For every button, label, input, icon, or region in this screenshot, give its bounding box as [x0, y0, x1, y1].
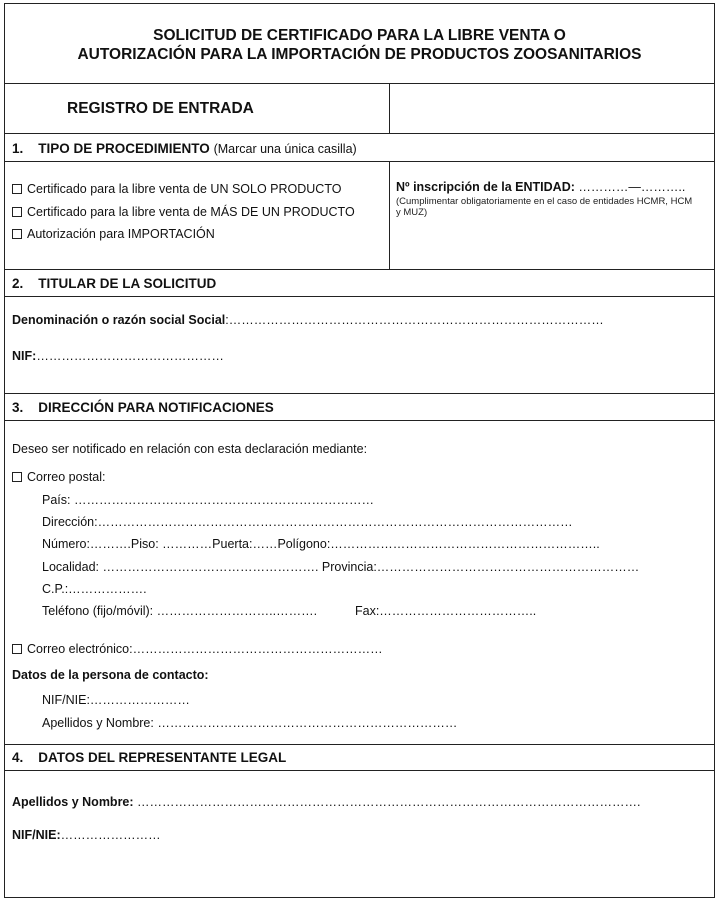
- section-2-header: [12, 276, 216, 291]
- denominacion-label: Denominación o razón social Social: [12, 313, 226, 327]
- nif-label: NIF:: [12, 349, 37, 363]
- section-number: 3.: [12, 400, 24, 415]
- nif-dots: ……………………: [60, 828, 161, 842]
- checkbox[interactable]: [12, 207, 22, 217]
- section-1-header: [12, 141, 357, 156]
- correo-postal-option[interactable]: [12, 470, 106, 484]
- divider: [5, 269, 714, 270]
- cp-field[interactable]: C.P.:……………….: [42, 582, 147, 596]
- checkbox[interactable]: [12, 644, 22, 654]
- divider: [389, 161, 390, 269]
- form-title-line1: SOLICITUD DE CERTIFICADO PARA LA LIBRE VENTA O: [153, 27, 566, 44]
- denominacion-dots: :………………………………………………………………………………: [225, 313, 604, 327]
- section-title: DIRECCIÓN PARA NOTIFICACIONES: [38, 400, 274, 415]
- apellidos-dots: ………………………………………………………………………………………………………….: [133, 795, 641, 809]
- divider: [5, 770, 714, 771]
- correo-postal-label: Correo postal:: [27, 470, 106, 484]
- entity-registration-field[interactable]: [396, 180, 685, 194]
- fax-field[interactable]: Fax:………………………………..: [355, 604, 537, 618]
- note-line: y MUZ): [396, 207, 428, 218]
- form-title: [5, 26, 714, 64]
- representante-nombre-field[interactable]: [12, 795, 641, 809]
- section-number: 2.: [12, 276, 24, 291]
- option-label: Certificado para la libre venta de UN SOLO PRODUCTO: [27, 182, 342, 196]
- checkbox[interactable]: [12, 472, 22, 482]
- divider: [5, 744, 714, 745]
- note-line: (Cumplimentar obligatoriamente en el caso de entidades HCMR, HCM: [396, 196, 693, 207]
- section-title: TIPO DE PROCEDIMIENTO: [38, 141, 210, 156]
- titular-nif-field[interactable]: [12, 349, 224, 363]
- option-multiple-products[interactable]: [12, 205, 355, 219]
- contacto-nombre-field[interactable]: Apellidos y Nombre: ………………………………………………………………: [42, 716, 458, 730]
- form-title-line2: AUTORIZACIÓN PARA LA IMPORTACIÓN DE PRODUCTOS ZOOSANITARIOS: [77, 46, 642, 63]
- section-3-header: [12, 400, 274, 415]
- entity-registration-note: [396, 196, 692, 218]
- direccion-field[interactable]: Dirección:……………………………………………………………………………………………………: [42, 515, 573, 529]
- registro-entrada-label: REGISTRO DE ENTRADA: [67, 100, 254, 117]
- telefono-field[interactable]: Teléfono (fijo/móvil): ………………………..……….: [42, 604, 318, 618]
- entity-registration-dots: …………—………..: [574, 180, 686, 194]
- checkbox[interactable]: [12, 184, 22, 194]
- apellidos-label: Apellidos y Nombre:: [12, 795, 134, 809]
- correo-electronico-option[interactable]: [12, 642, 383, 656]
- numero-field[interactable]: Número:……….Piso: …………Puerta:……Polígono:………………………………………………………..: [42, 537, 600, 551]
- pais-field[interactable]: País: ………………………………………………………………: [42, 493, 374, 507]
- representante-nif-field[interactable]: [12, 828, 161, 842]
- section-number: 1.: [12, 141, 24, 156]
- divider: [5, 393, 714, 394]
- localidad-field[interactable]: Localidad: ……………………………………………. Provincia:………………………………………………………: [42, 560, 640, 574]
- entity-registration-label: Nº inscripción de la ENTIDAD:: [396, 180, 575, 194]
- notification-intro: Deseo ser notificado en relación con esta declaración mediante:: [12, 442, 368, 456]
- registro-entrada-box[interactable]: [390, 84, 714, 133]
- section-title: DATOS DEL REPRESENTANTE LEGAL: [38, 750, 287, 765]
- divider: [5, 161, 714, 162]
- application-form: [4, 3, 715, 898]
- contacto-title: Datos de la persona de contacto:: [12, 668, 209, 682]
- denominacion-field[interactable]: [12, 313, 604, 327]
- contacto-nif-field[interactable]: NIF/NIE:……………………: [42, 693, 190, 707]
- option-import[interactable]: [12, 227, 215, 241]
- divider: [5, 420, 714, 421]
- section-title: TITULAR DE LA SOLICITUD: [38, 276, 217, 291]
- nif-dots: ………………………………………: [36, 349, 224, 363]
- nif-label: NIF/NIE:: [12, 828, 61, 842]
- option-label: Certificado para la libre venta de MÁS DE UN PRODUCTO: [27, 205, 355, 219]
- divider: [5, 133, 714, 134]
- checkbox[interactable]: [12, 229, 22, 239]
- section-number: 4.: [12, 750, 24, 765]
- divider: [5, 296, 714, 297]
- option-single-product[interactable]: [12, 182, 341, 196]
- correo-electronico-label: Correo electrónico:……………………………………………………: [27, 642, 383, 656]
- section-4-header: [12, 750, 286, 765]
- section-note: (Marcar una única casilla): [213, 142, 357, 156]
- option-label: Autorización para IMPORTACIÓN: [27, 227, 215, 241]
